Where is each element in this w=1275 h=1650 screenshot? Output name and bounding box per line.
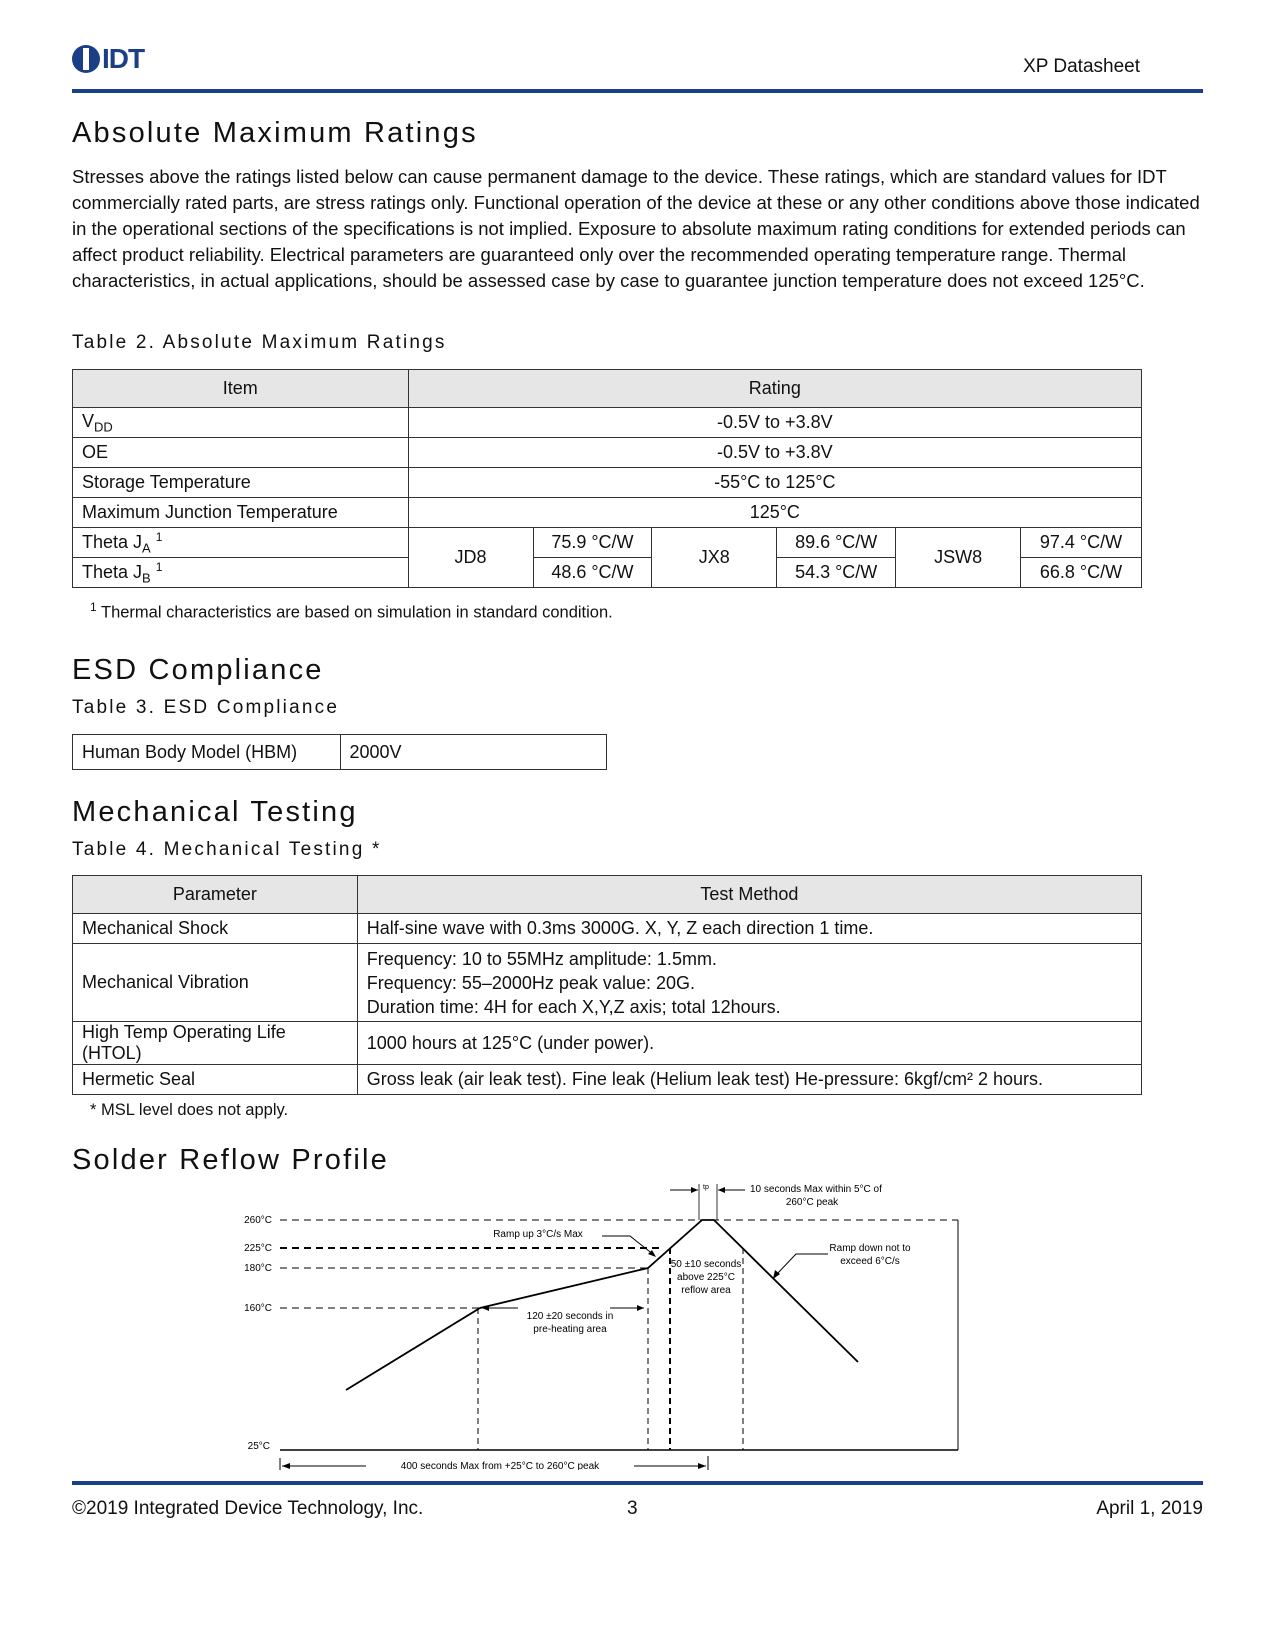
reflow-profile-diagram — [230, 1180, 990, 1470]
mechanical-table — [72, 875, 1142, 1095]
temp-label: 160°C — [244, 1303, 272, 1314]
table-row — [73, 735, 607, 770]
tp-arrowhead — [691, 1187, 698, 1193]
hbm-value: 2000V — [340, 735, 607, 770]
method-cell: 1000 hours at 125°C (under power). — [357, 1022, 1141, 1065]
table-row — [73, 1065, 1142, 1095]
table-2-caption: Table 2. Absolute Maximum Ratings — [72, 332, 447, 353]
jb-value: 66.8 °C/W — [1021, 558, 1142, 588]
preheat-label: pre-heating area — [533, 1324, 607, 1335]
peak-note: 260°C peak — [785, 1197, 839, 1208]
ramp-up-leader — [602, 1236, 654, 1255]
vdd-value: -0.5V to +3.8V — [408, 408, 1141, 438]
temp-label: 260°C — [244, 1215, 272, 1226]
total-time-label: 400 seconds Max from +25°C to 260°C peak — [400, 1461, 600, 1470]
logo-text: IDT — [102, 43, 145, 74]
table-4-caption: Table 4. Mechanical Testing * — [72, 839, 382, 860]
table-3-caption: Table 3. ESD Compliance — [72, 697, 340, 718]
section-heading-mechanical: Mechanical Testing — [72, 796, 358, 828]
param-cell: High Temp Operating Life (HTOL) — [73, 1022, 358, 1065]
storage-value: -55°C to 125°C — [408, 468, 1141, 498]
junction-value: 125°C — [408, 498, 1141, 528]
temp-label: 225°C — [244, 1243, 272, 1254]
oe-label: OE — [73, 438, 409, 468]
idt-logo — [72, 44, 144, 74]
col-rating-header: Rating — [408, 370, 1141, 408]
footer-date: April 1, 2019 — [1096, 1498, 1203, 1519]
param-cell: Mechanical Vibration — [73, 944, 358, 1022]
idt-logo-icon — [72, 45, 100, 73]
package-name: JSW8 — [896, 528, 1021, 588]
table-row — [73, 468, 1142, 498]
table-row — [73, 408, 1142, 438]
param-cell: Mechanical Shock — [73, 914, 358, 944]
tp-arrowhead — [718, 1187, 725, 1193]
theta-ja-label: Theta $J_A$ $^1$ — [73, 528, 409, 558]
method-cell: Gross leak (air leak test). Fine leak (Helium leak test) He-pressure: 6kgf/cm² 2 hours. — [357, 1065, 1141, 1095]
abs-max-table — [72, 369, 1142, 588]
header-rule — [72, 89, 1203, 93]
col-method-header: Test Method — [357, 876, 1141, 914]
ramp-up-label: Ramp up 3°C/s Max — [493, 1229, 583, 1240]
table-row — [73, 498, 1142, 528]
temp-label: 180°C — [244, 1263, 272, 1274]
table-row — [73, 528, 1142, 558]
abs-max-footnote: $^1$ Thermal characteristics are based on simulation in standard condition. — [90, 600, 613, 622]
peak-note: 10 seconds Max within 5°C of — [750, 1184, 882, 1195]
document-name: XP Datasheet — [1023, 56, 1140, 77]
ramp-down-label: Ramp down not to — [829, 1243, 911, 1254]
total-arrowhead — [698, 1463, 706, 1469]
section-heading-reflow: Solder Reflow Profile — [72, 1144, 389, 1176]
ramp-down-label: exceed 6°C/s — [840, 1256, 900, 1267]
table-header-row — [73, 876, 1142, 914]
ja-value: 89.6 °C/W — [777, 528, 896, 558]
footer-page-number: 3 — [627, 1498, 638, 1519]
table-row — [73, 914, 1142, 944]
reflow-area-label: above 225°C — [677, 1272, 735, 1283]
package-name: JX8 — [652, 528, 777, 588]
section-heading-abs-max: Absolute Maximum Ratings — [72, 117, 478, 149]
table-row — [73, 1022, 1142, 1065]
ramp-down-leader — [776, 1254, 828, 1275]
footer-rule — [72, 1481, 1203, 1485]
col-item-header: Item — [73, 370, 409, 408]
jb-value: 54.3 °C/W — [777, 558, 896, 588]
reflow-area-label: reflow area — [681, 1285, 731, 1296]
vdd-label: $V_{DD}$ — [73, 408, 409, 438]
table-row — [73, 944, 1142, 1022]
table-header-row — [73, 370, 1142, 408]
section-heading-esd: ESD Compliance — [72, 654, 324, 686]
param-cell: Hermetic Seal — [73, 1065, 358, 1095]
footer-copyright: ©2019 Integrated Device Technology, Inc. — [72, 1498, 424, 1519]
package-name: JD8 — [408, 528, 533, 588]
method-cell: Half-sine wave with 0.3ms 3000G. X, Y, Z each direction 1 time. — [357, 914, 1141, 944]
ja-value: 75.9 °C/W — [533, 528, 652, 558]
reflow-profile-curve — [346, 1220, 858, 1390]
jb-value: 48.6 °C/W — [533, 558, 652, 588]
col-parameter-header: Parameter — [73, 876, 358, 914]
esd-table — [72, 734, 607, 770]
reflow-area-label: 50 ±10 seconds — [670, 1259, 742, 1270]
ja-value: 97.4 °C/W — [1021, 528, 1142, 558]
total-arrowhead — [282, 1463, 290, 1469]
theta-jb-label: Theta $J_B$ $^1$ — [73, 558, 409, 588]
tp-label: tp — [703, 1184, 709, 1191]
hbm-label: Human Body Model (HBM) — [73, 735, 341, 770]
temp-label: 25°C — [247, 1441, 270, 1452]
preheat-arrowhead — [637, 1305, 644, 1311]
preheat-label: 120 ±20 seconds in — [526, 1311, 614, 1322]
oe-value: -0.5V to +3.8V — [408, 438, 1141, 468]
abs-max-paragraph: Stresses above the ratings listed below can cause permanent damage to the device. These ratings, which are standard values for IDT commercially rated parts, are stress ratings only. Functional operation of the device at these or any other conditions above those indicated in the operational sections of the specifications is not implied. Exposure to absolute maximum rating conditions for extended periods can affect product reliability. Electrical parameters are guaranteed only over the recommended operating temperature range. Thermal characteristics, in actual applications, should be assessed case by case to guarantee junction temperature does not exceed 125°C. — [72, 166, 1200, 291]
table-row — [73, 438, 1142, 468]
mechanical-footnote: * MSL level does not apply. — [90, 1101, 289, 1119]
storage-label: Storage Temperature — [73, 468, 409, 498]
junction-label: Maximum Junction Temperature — [73, 498, 409, 528]
method-cell: Frequency: 10 to 55MHz amplitude: 1.5mm. Frequency: 55–2000Hz peak value: 20G. Duration time: 4H for each X,Y,Z axis; total 12hours. — [357, 944, 1141, 1022]
